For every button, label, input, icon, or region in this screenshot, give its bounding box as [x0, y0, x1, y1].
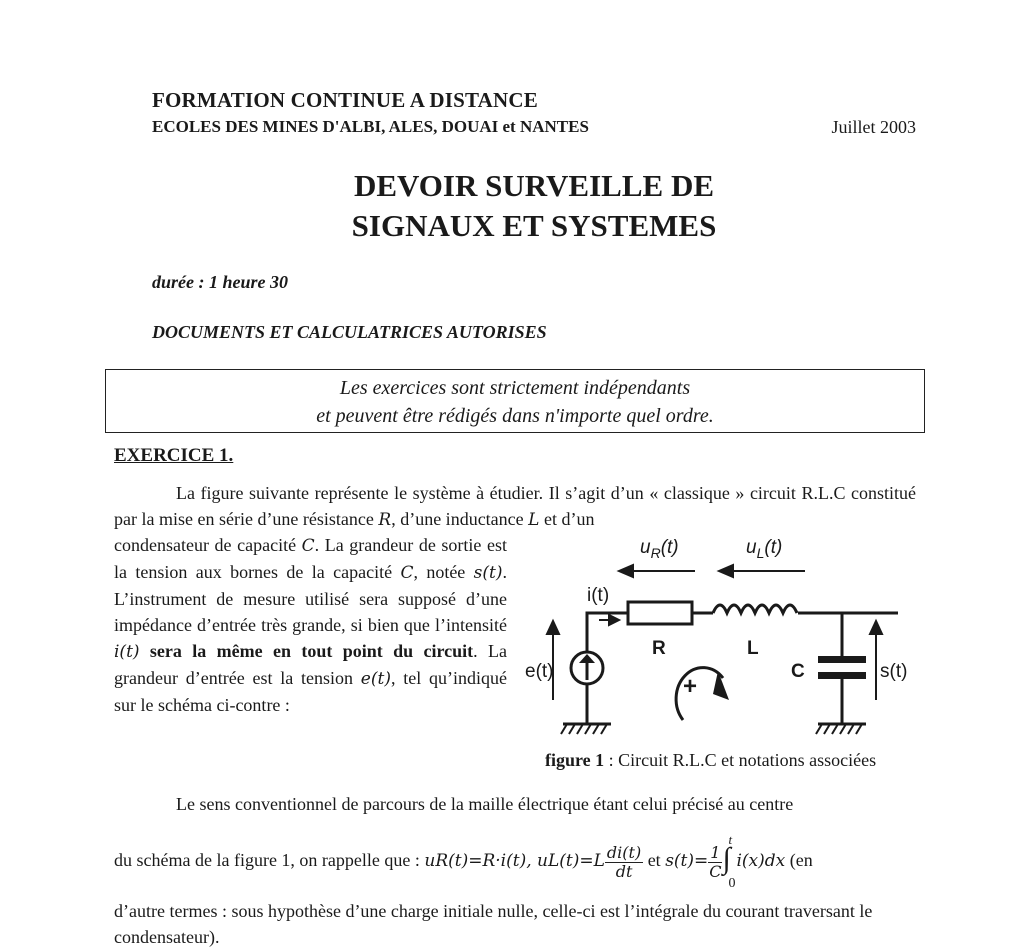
p2-et: e(t) [360, 669, 391, 689]
p1-L: L [528, 510, 540, 530]
voltage-source-symbol [571, 652, 603, 684]
p2-text-a: condensateur de capacité [114, 535, 302, 555]
p2-C2: C [400, 563, 414, 583]
p4-text-b: (en [785, 850, 813, 871]
ground-left [561, 724, 611, 734]
figure-caption [545, 750, 876, 771]
paragraph-5: d’autre termes : sous hypothèse d’une charge initiale nulle, celle-ci est l’intégrale du courant traversant le condensateur). [114, 901, 873, 947]
rlc-circuit-diagram [515, 528, 935, 743]
p1-text-a: La figure suivante représente le système à étudier. Il s’agit d’un « classique » circuit R.L.C constitué par la mise en série d’une résistance [114, 483, 916, 529]
label-C: C [791, 661, 805, 682]
label-current: i(t) [587, 585, 610, 606]
label-uR: $u_R(t)$ [640, 537, 679, 561]
label-uL: $u_L(t)$ [746, 537, 783, 561]
exercise-heading: EXERCICE 1. [114, 445, 234, 466]
label-source: e(t) [525, 661, 554, 682]
exam-date: Juillet 2003 [831, 117, 916, 137]
p4-inverse-C: $\frac{1}{C}$ [709, 842, 722, 881]
p2-text-g: , tel qu’indiqué sur le schéma ci-contre : [114, 668, 507, 715]
p2-bold: sera la même en tout point du circuit [139, 641, 474, 661]
p2-text-b: . La grandeur de sortie est la tension aux bornes de la capacité [114, 535, 507, 582]
notice-box [105, 369, 925, 433]
p4-derivative: $\frac{di(t)}{dt}$ [606, 842, 642, 881]
label-plus: + [683, 673, 698, 700]
p2-st: s(t) [473, 563, 503, 583]
title-line-1: DEVOIR SURVEILLE DE [353, 168, 715, 203]
p4-text-a: du schéma de la figure 1, on rappelle que : [114, 850, 425, 871]
integral-sign: t ∫ 0 [722, 832, 736, 891]
paragraph-4 [114, 832, 813, 891]
p1-text-c: et d’un [539, 509, 595, 529]
paragraph-1 [114, 480, 916, 533]
resistor-symbol [628, 602, 692, 624]
p4-and: et [643, 850, 666, 871]
ground-right [816, 724, 866, 734]
p2-text-d: . L’instrument de mesure utilisé sera supposé d’une impédance d’entrée très grande, si bien que l’intensité [114, 562, 507, 635]
p4-equation-3: i(x)dx [736, 851, 786, 872]
label-output: s(t) [880, 661, 908, 682]
duration: durée : 1 heure 30 [152, 272, 288, 292]
notice-line-1: Les exercices sont strictement indépendants [339, 377, 691, 399]
integral-upper-bound: t [728, 832, 733, 847]
p1-R: R [378, 510, 392, 530]
title-line-2: SIGNAUX ET SYSTEMES [351, 208, 717, 243]
p4-equation-1: uR(t)=R·i(t), uL(t)=L [424, 851, 605, 872]
caption-label: figure 1 [545, 750, 605, 770]
caption-text: : Circuit R.L.C et notations associées [604, 750, 877, 770]
label-L: L [747, 638, 759, 659]
header-institution: FORMATION CONTINUE A DISTANCE [152, 88, 538, 112]
documents-allowed: DOCUMENTS ET CALCULATRICES AUTORISES [152, 322, 547, 342]
paragraph-2 [114, 532, 507, 718]
p2-text-c: , notée [413, 562, 474, 582]
integral-lower-bound: 0 [728, 876, 736, 891]
capacitor-symbol [818, 656, 866, 679]
p2-it: i(t) [114, 642, 140, 662]
notice-line-2: et peuvent être rédigés dans n'importe quel ordre. [316, 405, 714, 427]
label-R: R [652, 638, 666, 659]
p1-text-b: , d’une inductance [391, 509, 529, 529]
paragraph-3: Le sens conventionnel de parcours de la maille électrique étant celui précisé au centre [176, 794, 794, 814]
header-schools: ECOLES DES MINES D'ALBI, ALES, DOUAI et NANTES [152, 117, 589, 136]
p2-text-f: . La grandeur d’entrée est la tension [114, 641, 508, 688]
p4-equation-2: s(t)= [665, 851, 709, 872]
p2-C1: C [301, 536, 315, 556]
